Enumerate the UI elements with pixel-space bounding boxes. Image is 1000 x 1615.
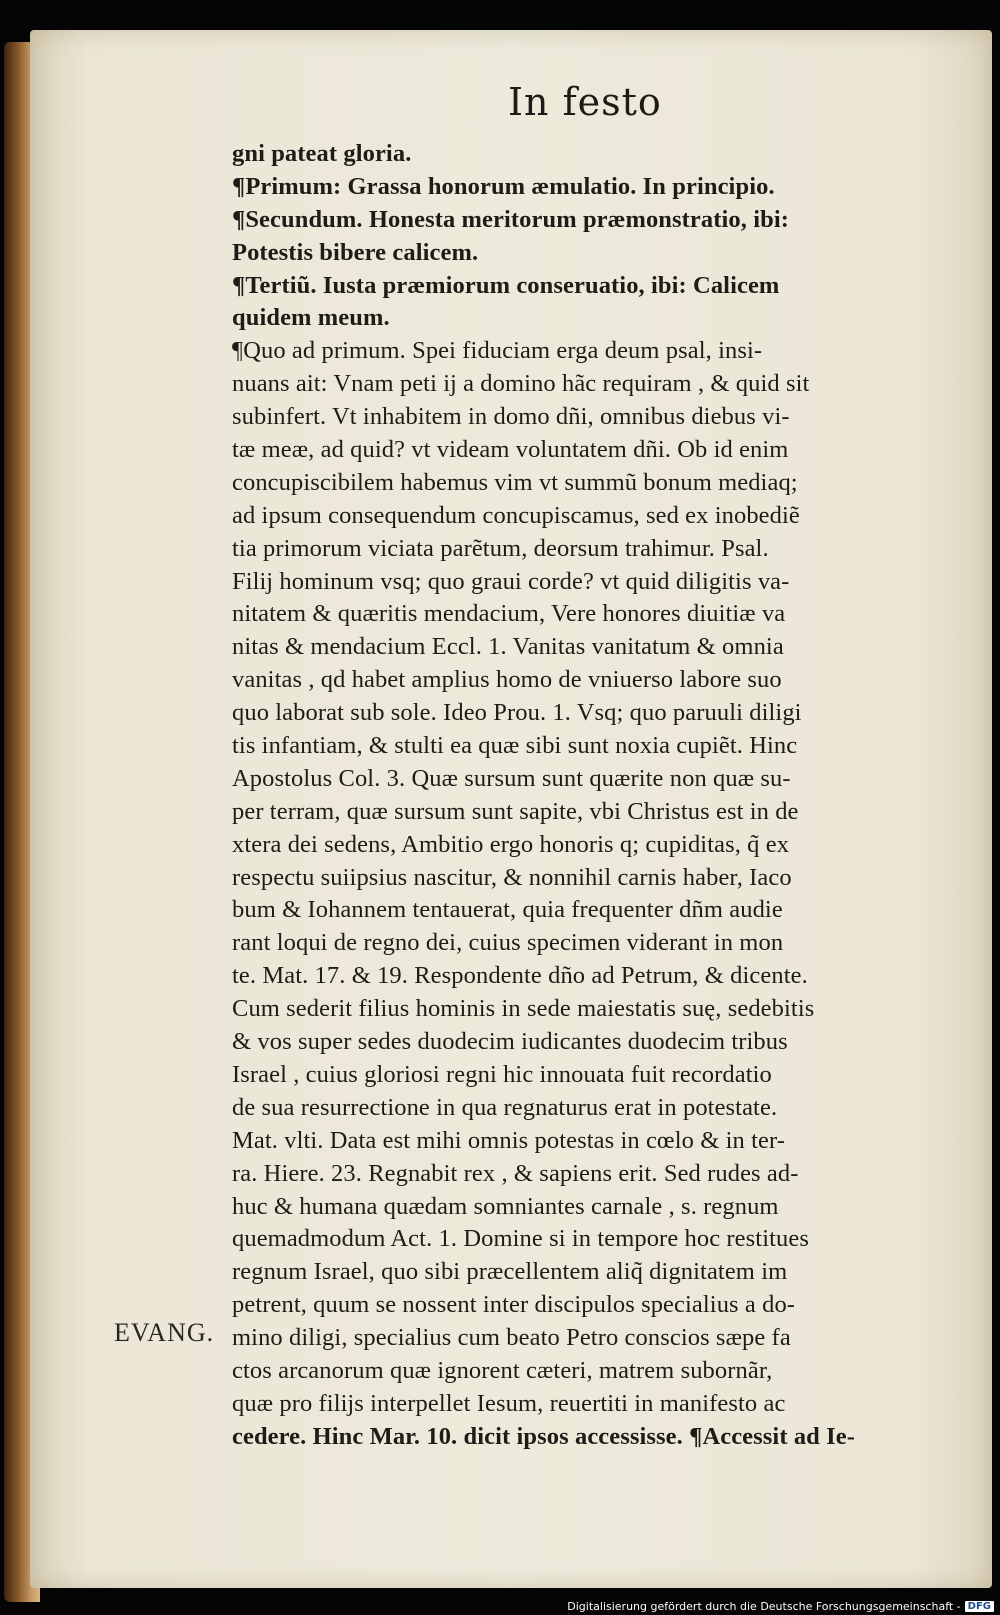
- text-line: gni pateat gloria.: [232, 140, 412, 167]
- text-line: tia primorum viciata parẽtum, deorsum trahimur. Psal.: [232, 534, 769, 562]
- text-line: xtera dei sedens, Ambitio ergo honoris q; cupiditas, q̃ ex: [232, 830, 790, 858]
- text-line: Apostolus Col. 3. Quæ sursum sunt quærite non quæ su-: [232, 764, 791, 792]
- text-line: nuans ait: Vnam peti ĳ a domino hãc requiram , & quid sit: [232, 370, 810, 398]
- digitization-footer: [567, 1600, 994, 1613]
- text-line: cedere. Hinc Mar. 10. dicit ipsos accessisse. ¶Accessit ad Ie-: [232, 1422, 855, 1450]
- text-line: ¶Primum: Grassa honorum æmulatio. In principio.: [232, 172, 775, 200]
- dfg-logo: DFG: [965, 1601, 994, 1612]
- footer-credit: Digitalisierung gefördert durch die Deutsche Forschungsgemeinschaft -: [567, 1600, 961, 1613]
- text-line: respectu suiipsius nascitur, & nonnihil carnis haber, Iaco: [232, 863, 792, 891]
- text-line: Cum sederit filius hominis in sede maiestatis suę, sedebitis: [232, 995, 815, 1023]
- text-line: subinfert. Vt inhabitem in domo dñi, omnibus diebus vi-: [232, 403, 790, 431]
- body-text: [232, 138, 922, 1454]
- text-line: quæ pro filĳs interpellet Iesum, reuertiti in manifesto ac: [232, 1389, 786, 1417]
- running-head: In festo: [508, 80, 662, 124]
- text-line: vanitas , qd habet amplius homo de vniuerso labore suo: [232, 666, 782, 694]
- text-line: bum & Iohannem tentauerat, quia frequenter dñm audie: [232, 896, 783, 924]
- text-line: ¶Quo ad primum. Spei fiduciam erga deum psal, insi-: [232, 337, 763, 365]
- text-line: tis infantiam, & stulti ea quæ sibi sunt noxia cupiẽt. Hinc: [232, 732, 798, 760]
- text-line: & vos super sedes duodecim iudicantes duodecim tribus: [232, 1028, 788, 1056]
- text-line: ctos arcanorum quæ ignorent cæteri, matrem subornãr,: [232, 1356, 773, 1384]
- text-line: mino diligi, specialius cum beato Petro conscios sæpe fa: [232, 1324, 791, 1352]
- text-line: quo laborat sub sole. Ideo Prou. 1. Vsq; quo paruuli diligi: [232, 699, 802, 727]
- text-line: ¶Tertiũ. Iusta præmiorum conseruatio, ibi: Calicem: [232, 271, 780, 299]
- text-line: tæ meæ, ad quid? vt videam voluntatem dñi. Ob id enim: [232, 436, 789, 464]
- text-line: rant loqui de regno dei, cuius specimen viderant in mon: [232, 929, 784, 957]
- marginal-catchword: EVANG.: [114, 1318, 215, 1347]
- text-line: regnum Israel, quo sibi præcellentem aliq̃ dignitatem im: [232, 1258, 788, 1286]
- text-line: concupiscibilem habemus vim vt summũ bonum mediaq;: [232, 468, 798, 496]
- text-line: quidem meum.: [232, 304, 390, 332]
- text-line: Israel , cuius gloriosi regni hic innouata fuit recordatio: [232, 1060, 772, 1088]
- text-line: Potestis bibere calicem.: [232, 238, 479, 266]
- text-line: per terram, quæ sursum sunt sapite, vbi Christus est in de: [232, 797, 799, 825]
- text-line: ra. Hiere. 23. Regnabit rex , & sapiens erit. Sed rudes ad-: [232, 1159, 799, 1187]
- text-line: nitatem & quæritis mendacium, Vere honores diuitiæ va: [232, 600, 786, 628]
- text-line: Mat. vlti. Data est mihi omnis potestas in cœlo & in ter-: [232, 1126, 785, 1154]
- text-line: petrent, quum se nossent inter discipulos specialius a do-: [232, 1291, 796, 1319]
- text-line: huc & humana quædam somniantes carnale , s. regnum: [232, 1192, 779, 1220]
- text-line: nitas & mendacium Eccl. 1. Vanitas vanitatum & omnia: [232, 633, 784, 661]
- text-line: de sua resurrectione in qua regnaturus erat in potestate.: [232, 1093, 778, 1121]
- text-line: ¶Secundum. Honesta meritorum præmonstratio, ibi:: [232, 205, 790, 233]
- text-line: Filĳ hominum vsq; quo graui corde? vt quid diligitis va-: [232, 567, 790, 595]
- text-line: ad ipsum consequendum concupiscamus, sed ex inobediẽ: [232, 501, 800, 529]
- text-line: quemadmodum Act. 1. Domine si in tempore hoc restitues: [232, 1225, 809, 1253]
- text-line: te. Mat. 17. & 19. Respondente dño ad Petrum, & dicente.: [232, 962, 808, 990]
